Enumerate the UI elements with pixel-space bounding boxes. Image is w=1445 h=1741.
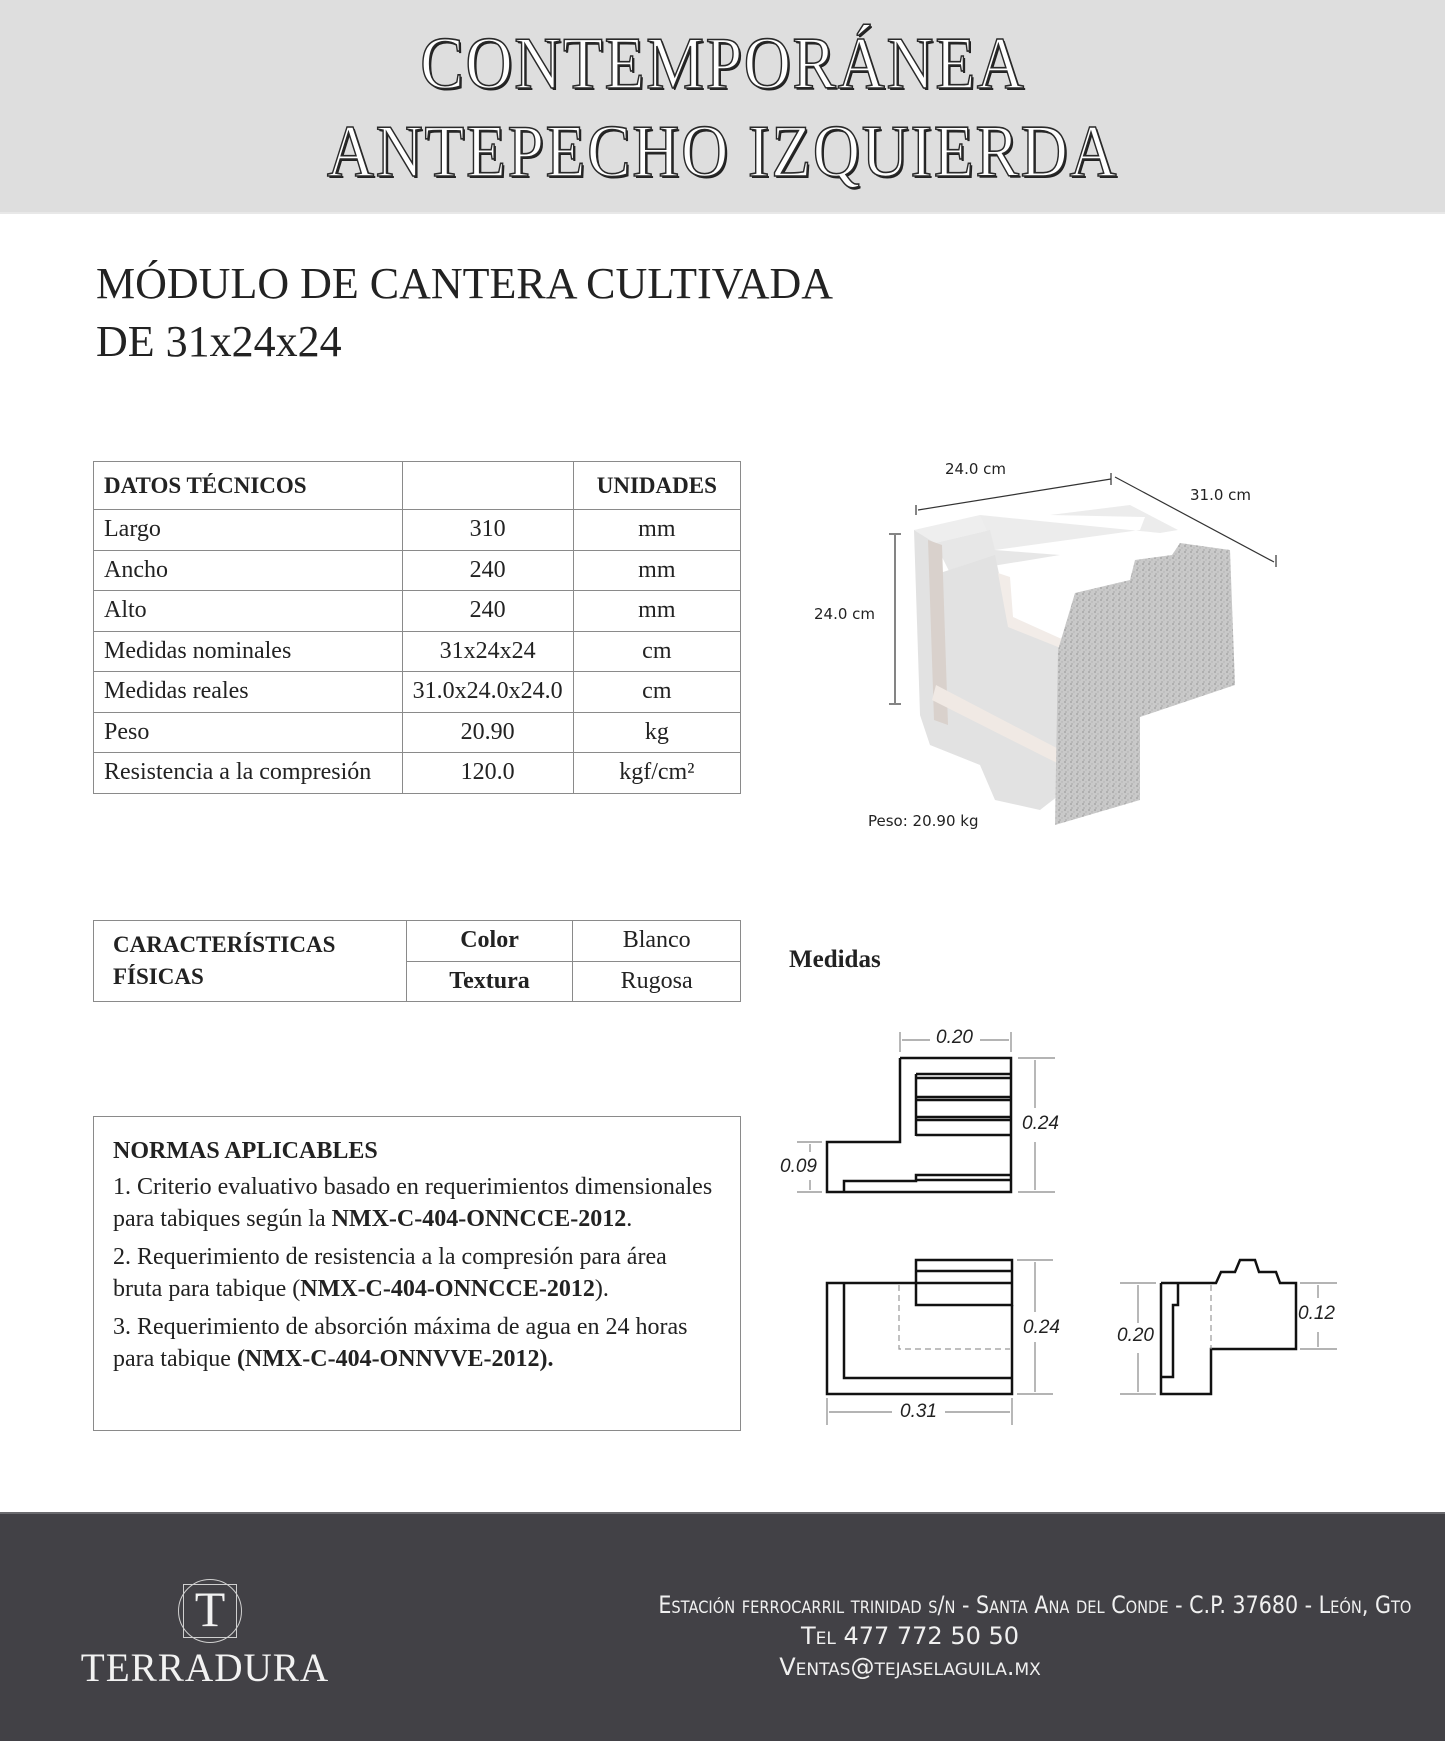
row-value: 240 (402, 591, 573, 632)
table-row (94, 510, 741, 551)
color-key: Color (406, 921, 573, 962)
row-unit: mm (573, 591, 740, 632)
row-label: Peso (94, 712, 403, 753)
footer-phone[interactable]: Tel 477 772 50 50 (800, 1622, 1020, 1650)
row-unit: cm (573, 631, 740, 672)
header-title-line1: CONTEMPORÁNEA (419, 23, 1026, 105)
normas-title: NORMAS APLICABLES (113, 1138, 378, 1164)
row-unit: kgf/cm² (573, 753, 740, 794)
normas-item-suffix: . (626, 1206, 633, 1232)
row-value: 20.90 (402, 712, 573, 753)
footer-email[interactable]: Ventas@tejaselaguila.mx (779, 1653, 1041, 1681)
front-view-drawing (800, 1245, 1100, 1445)
row-unit: mm (573, 550, 740, 591)
normas-item (113, 1241, 722, 1305)
drawing-top-view (770, 1020, 1100, 1210)
top-view-step-label: 0.09 (780, 1156, 817, 1177)
normas-item-suffix: ). (594, 1276, 609, 1302)
header-cell-unidades: UNIDADES (573, 462, 740, 510)
row-label: Medidas nominales (94, 631, 403, 672)
normas-item-text: 3. Requerimiento de absorción máxima de agua en 24 horas para tabique (113, 1314, 688, 1372)
row-unit: kg (573, 712, 740, 753)
front-view-height-label: 0.24 (1023, 1317, 1060, 1338)
color-value: Blanco (573, 921, 741, 962)
header-cell-datos: DATOS TÉCNICOS (94, 462, 403, 510)
row-value: 310 (402, 510, 573, 551)
texture-key: Textura (406, 961, 573, 1002)
normas-item (113, 1171, 722, 1235)
table-row (94, 712, 741, 753)
header-title-line2: ANTEPECHO IZQUIERDA (326, 111, 1119, 193)
table-row (94, 591, 741, 632)
photo-depth-label: 31.0 cm (1190, 486, 1252, 504)
row-value: 31x24x24 (402, 631, 573, 672)
normas-box (93, 1116, 741, 1431)
table-row (94, 550, 741, 591)
top-view-height-label: 0.24 (1022, 1113, 1059, 1134)
physical-title-line2: FÍSICAS (113, 964, 204, 989)
logo-letter: T (194, 1581, 226, 1637)
row-value: 31.0x24.0x24.0 (402, 672, 573, 713)
drawing-side-view (1100, 1245, 1420, 1425)
texture-value: Rugosa (573, 961, 741, 1002)
stone-block-illustration (800, 455, 1280, 835)
physical-characteristics-table (93, 920, 741, 1002)
normas-item-code: NMX-C-404-ONNCCE-2012 (300, 1276, 595, 1302)
photo-weight-label: Peso: 20.90 kg (868, 812, 979, 830)
physical-title-line1: CARACTERÍSTICAS (113, 932, 336, 957)
table-header-row (94, 462, 741, 510)
photo-width-label: 24.0 cm (945, 460, 1007, 478)
table-row (94, 672, 741, 713)
row-label: Alto (94, 591, 403, 632)
product-photo (800, 455, 1280, 835)
footer (0, 1512, 1445, 1741)
normas-item-text: 2. Requerimiento de resistencia a la compresión para área bruta para tabique ( (113, 1244, 667, 1302)
table-row (94, 921, 741, 962)
tech-data-table (93, 461, 741, 794)
row-unit: mm (573, 510, 740, 551)
row-label: Largo (94, 510, 403, 551)
row-label: Resistencia a la compresión (94, 753, 403, 794)
normas-item-code: NMX-C-404-ONNCCE-2012 (331, 1206, 627, 1232)
row-label: Ancho (94, 550, 403, 591)
table-row (94, 753, 741, 794)
top-view-width-label: 0.20 (936, 1027, 973, 1048)
photo-height-label: 24.0 cm (814, 605, 876, 623)
front-view-width-label: 0.31 (900, 1401, 937, 1422)
row-label: Medidas reales (94, 672, 403, 713)
logo-brand-name: TERRADURA (80, 1645, 330, 1690)
product-title (96, 255, 833, 371)
medidas-heading: Medidas (789, 946, 881, 973)
row-unit: cm (573, 672, 740, 713)
drawing-front-view (800, 1245, 1100, 1445)
side-view-step-label: 0.12 (1298, 1303, 1335, 1324)
product-title-line1: MÓDULO DE CANTERA CULTIVADA (96, 259, 834, 308)
terradura-logo (70, 1574, 340, 1694)
normas-item-code: (NMX-C-404-ONNVVE-2012). (236, 1346, 554, 1372)
table-row (94, 631, 741, 672)
normas-item-text: 1. Criterio evaluativo basado en requerimientos dimensionales para tabiques según la (113, 1174, 713, 1232)
physical-title (94, 921, 407, 1002)
row-value: 240 (402, 550, 573, 591)
row-value: 120.0 (402, 753, 573, 794)
side-view-height-label: 0.20 (1117, 1325, 1154, 1346)
normas-item (113, 1311, 722, 1375)
header-band (0, 0, 1445, 214)
contact-info (400, 1590, 1420, 1683)
product-title-line2: DE 31x24x24 (96, 317, 342, 366)
footer-address: Estación ferrocarril trinidad s/n - Santa Ana del Conde - C.P. 37680 - León, Gto (658, 1591, 1412, 1619)
header-cell-value (402, 462, 573, 510)
